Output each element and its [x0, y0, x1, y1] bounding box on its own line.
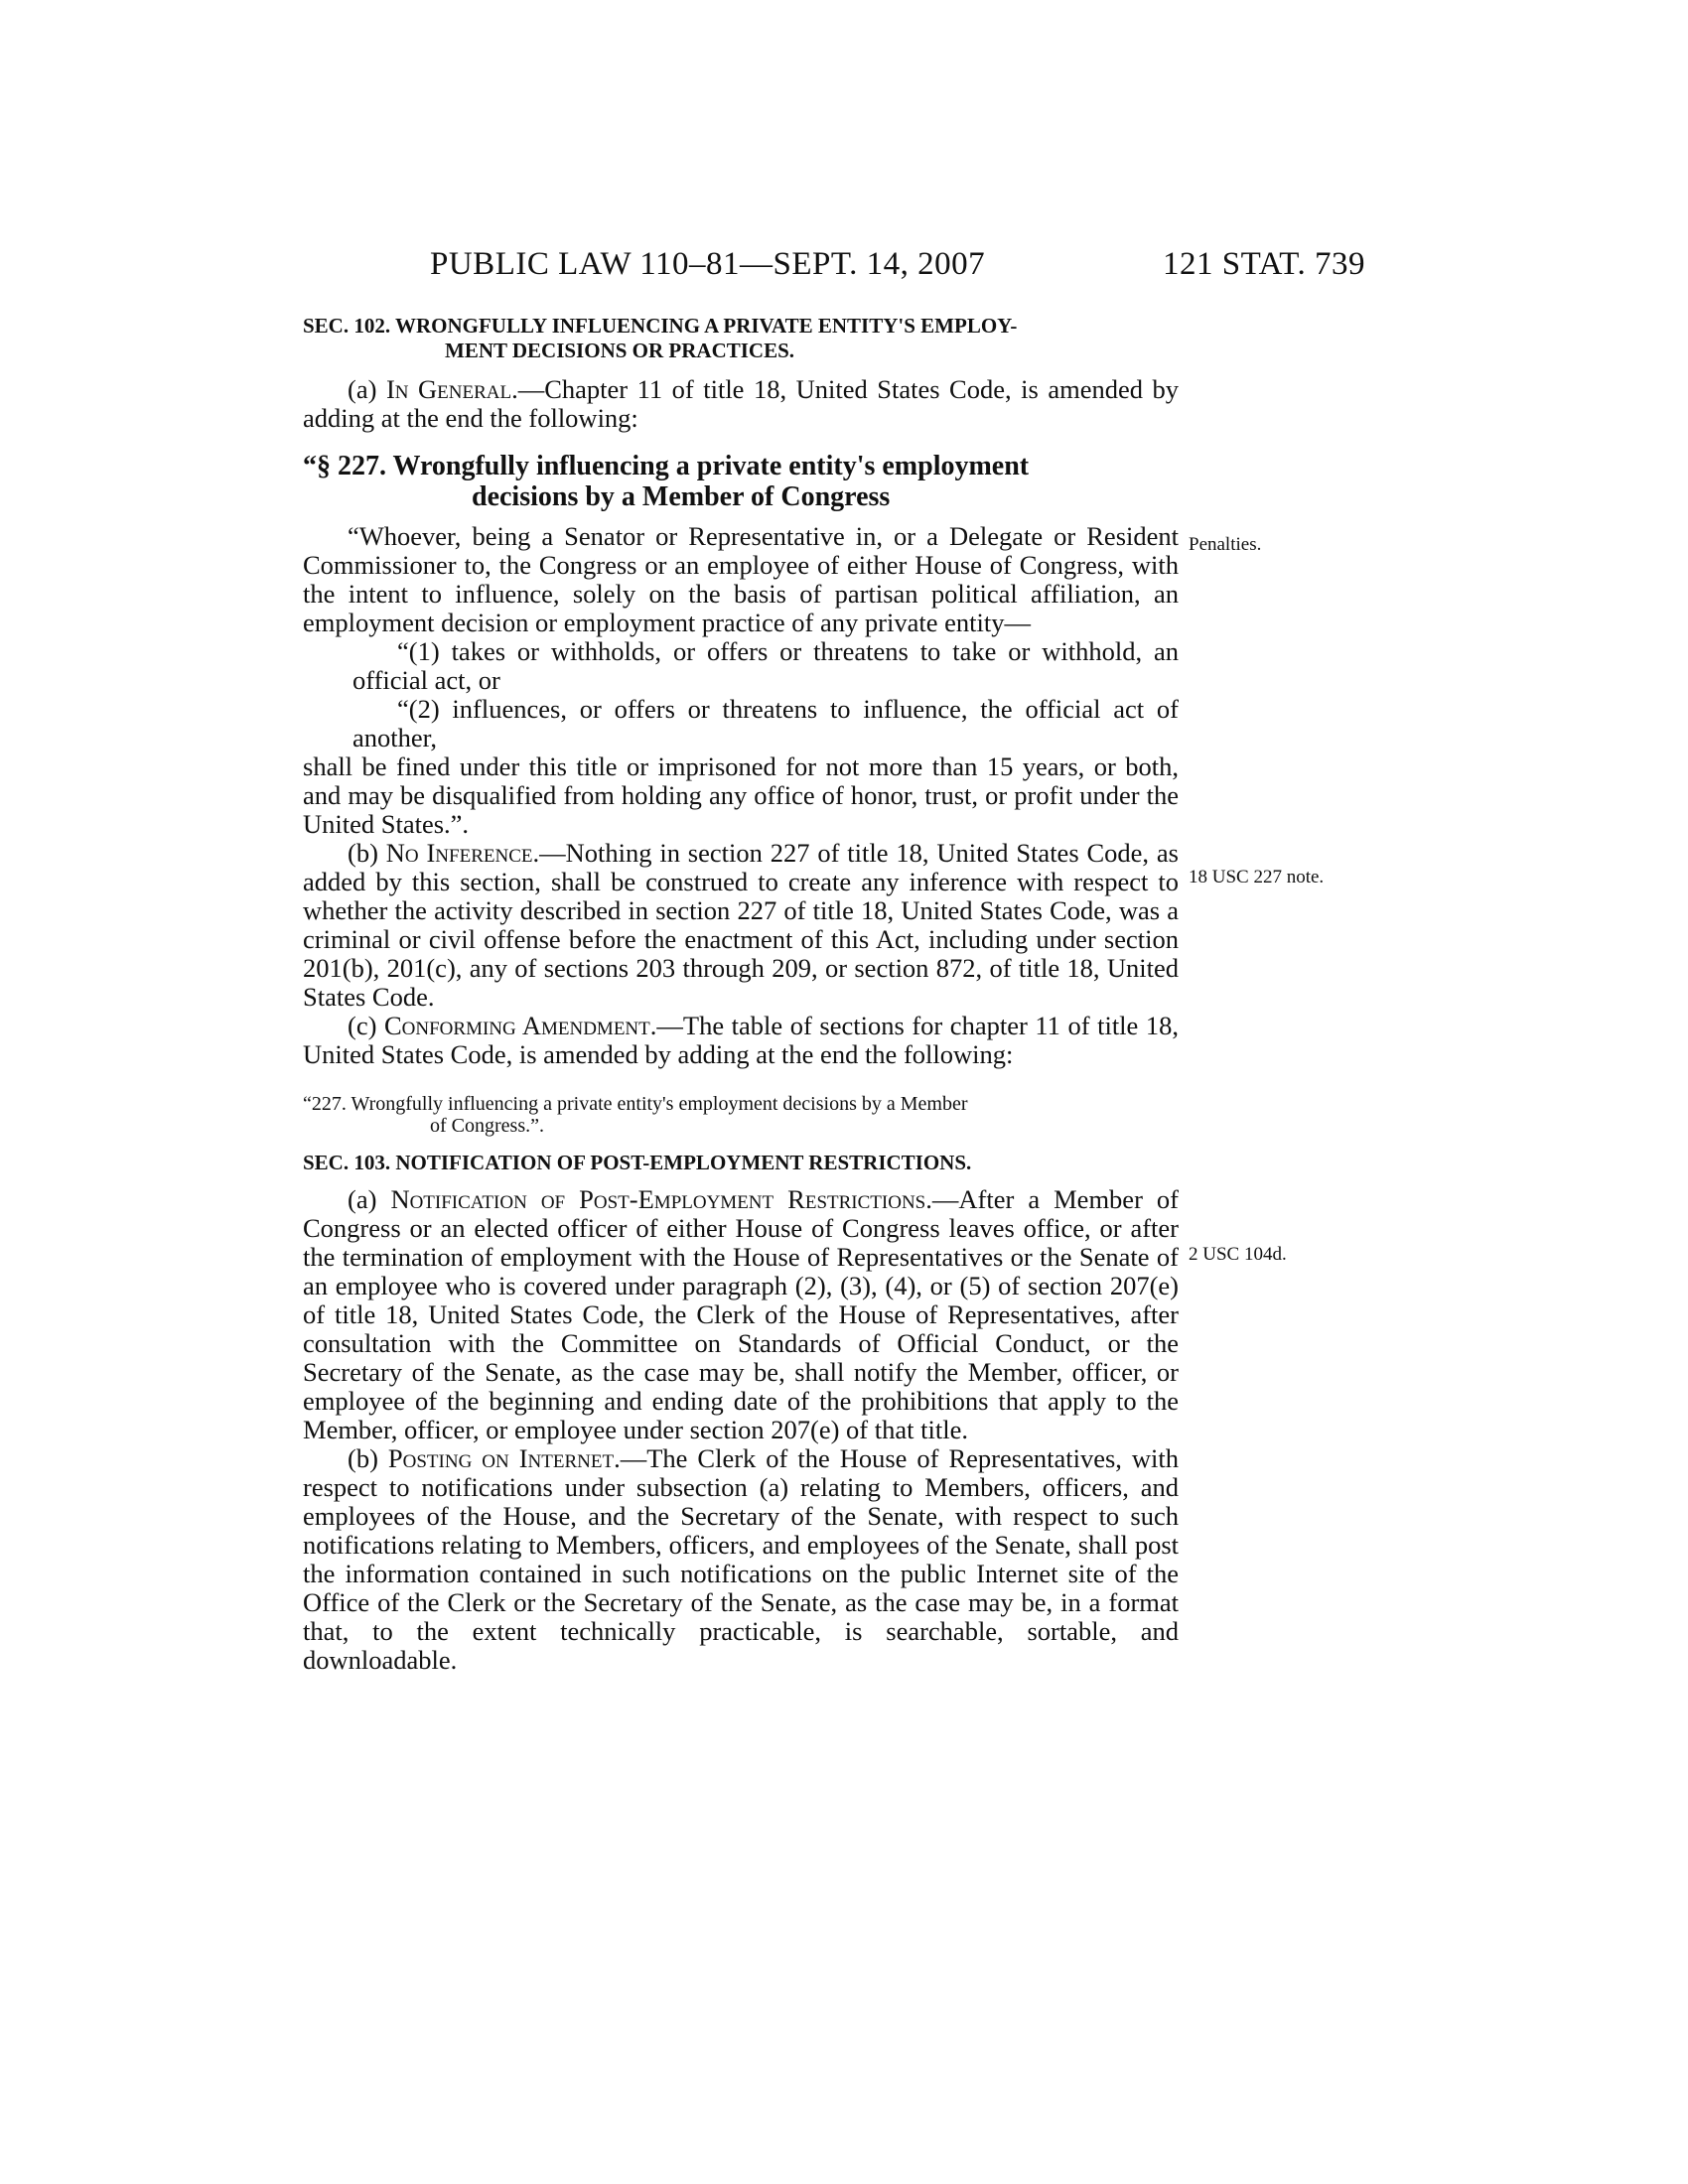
sec-102-subsection-a: (a) In General.—Chapter 11 of title 18, United States Code, is amended by adding at the end the following:	[303, 374, 1179, 433]
document-body	[303, 314, 1179, 1675]
running-head-title: PUBLIC LAW 110–81—SEPT. 14, 2007	[430, 246, 986, 282]
margin-note-penalties: Penalties.	[1189, 534, 1262, 555]
page-header	[303, 246, 1365, 296]
section-227-penalty-clause: shall be fined under this title or imprisoned for not more than 15 years, or both, and may be disqualified from holding any office of honor, trust, or profit under the United States.”.	[303, 751, 1179, 839]
section-227-whoever-clause: “Whoever, being a Senator or Representative in, or a Delegate or Resident Commissioner to, the Congress or an employee of either House of Congress, with the intent to influence, solely on the basis of partisan political affiliation, an employment decision or employment practice of any private entity—	[303, 521, 1179, 637]
margin-note-18-usc-227: 18 USC 227 note.	[1189, 867, 1325, 887]
sec-103-subsection-a: (a) Notification of Post-Employment Restrictions.—After a Member of Congress or an elected officer of either House of Congress leaves office, or after the termination of employment with the House of Representatives or the Senate of an employee who is covered under paragraph (2), (3), (4), or (5) of section 207(e) of title 18, United States Code, the Clerk of the House of Representatives, after consultation with the Committee on Standards of Official Conduct, or the Secretary of the Senate, as the case may be, shall notify the Member, officer, or employee of the beginning and ending date of the prohibitions that apply to the Member, officer, or employee under section 207(e) of that title.	[303, 1184, 1179, 1444]
margin-note-2-usc-104d: 2 USC 104d.	[1189, 1244, 1287, 1265]
section-227-item-2: “(2) influences, or offers or threatens to influence, the official act of another,	[352, 694, 1179, 752]
sec-102-heading: SEC. 102. WRONGFULLY INFLUENCING A PRIVATE ENTITY'S EMPLOY- MENT DECISIONS OR PRACTICES.	[303, 314, 1018, 362]
sec-103-heading: SEC. 103. NOTIFICATION OF POST-EMPLOYMENT RESTRICTIONS.	[303, 1151, 972, 1174]
statute-page-number: 121 STAT. 739	[1162, 246, 1365, 282]
table-of-sections-entry: “227. Wrongfully influencing a private entity's employment decisions by a Member of Congress.”.	[303, 1093, 968, 1137]
section-227-item-1: “(1) takes or withholds, or offers or threatens to take or withhold, an official act, or	[352, 636, 1179, 695]
sec-102-subsection-b: (b) No Inference.—Nothing in section 227 of title 18, United States Code, as added by this section, shall be construed to create any inference with respect to whether the activity described in section 227 of title 18, United States Code, was a criminal or civil offense before the enactment of this Act, including under section 201(b), 201(c), any of sections 203 through 209, or section 872, of title 18, United States Code.	[303, 838, 1179, 1012]
sec-103-subsection-b: (b) Posting on Internet.—The Clerk of the House of Representatives, with respect to notifications under subsection (a) relating to Members, officers, and employees of the House, and the Secretary of the Senate, with respect to such notifications relating to Members, officers, and employees of the Senate, shall post the information contained in such notifications on the public Internet site of the Office of the Clerk or the Secretary of the Senate, as the case may be, in a format that, to the extent technically practicable, is searchable, sortable, and downloadable.	[303, 1443, 1179, 1675]
sec-102-subsection-c: (c) Conforming Amendment.—The table of sections for chapter 11 of title 18, United States Code, is amended by adding at the end the following:	[303, 1011, 1180, 1069]
new-section-227-heading: “§ 227. Wrongfully influencing a private entity's employment decisions by a Member of Congress	[303, 451, 1030, 512]
